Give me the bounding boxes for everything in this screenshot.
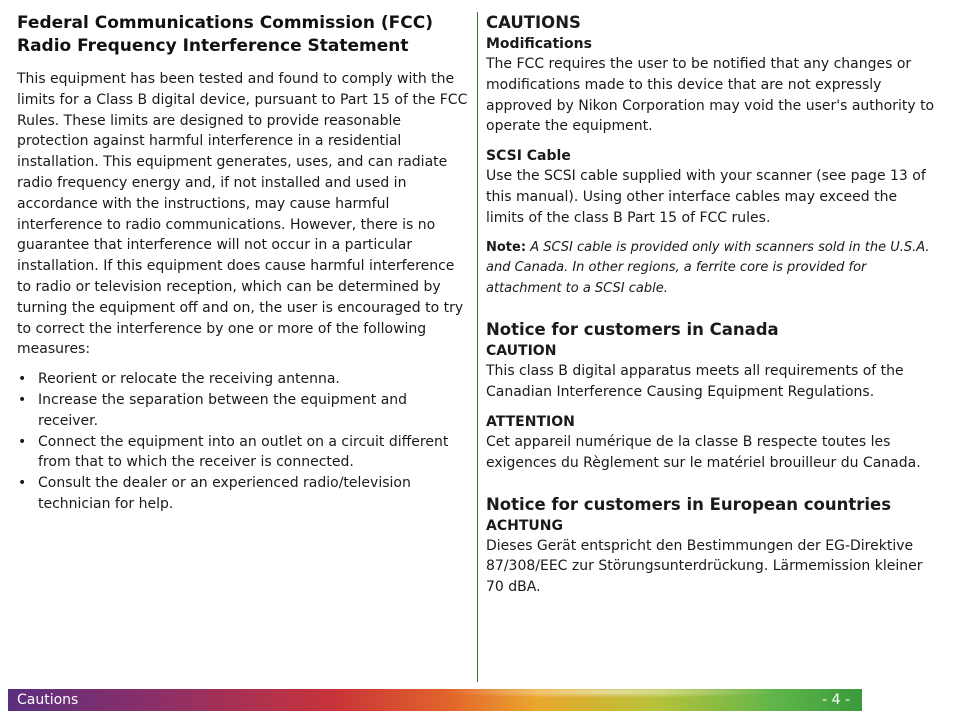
europe-heading: Notice for customers in European countries [486, 494, 892, 514]
modifications-heading: Modifications [486, 36, 592, 52]
fcc-title [17, 12, 469, 58]
footer-swoosh-decoration [440, 686, 780, 698]
scsi-cable-text: Use the SCSI cable supplied with your scanner (see page 13 of this manual). Using other interface cables may exceed the limits of the class B Part 15 of FCC rules. [486, 168, 926, 226]
fcc-title-line1: Federal Communications Commission (FCC) [17, 13, 433, 33]
scsi-note [486, 238, 938, 300]
list-item: • Connect the equipment into an outlet on a circuit different from that to which the receiver is connected. [17, 432, 469, 474]
cautions-column [486, 12, 938, 598]
canada-attention-heading: ATTENTION [486, 413, 575, 430]
scsi-cable-heading: SCSI Cable [486, 148, 571, 165]
fcc-title-line2: Radio Frequency Interference Statement [17, 36, 409, 56]
footer-section-label: Cautions [17, 692, 79, 708]
list-item: • Consult the dealer or an experienced radio/television technician for help. [17, 473, 469, 515]
note-label: Note: [486, 239, 527, 255]
footer-page-number: - 4 - [822, 692, 850, 708]
canada-heading: Notice for customers in Canada [486, 320, 779, 340]
canada-caution-heading: CAUTION [486, 343, 557, 360]
cautions-heading: CAUTIONS [486, 13, 581, 32]
fcc-paragraph: This equipment has been tested and found to comply with the limits for a Class B digital device, pursuant to Part 15 of the FCC Rules. These limits are designed to provide reasonable protection against harmful interference in a residential installation. This equipment generates, uses, and can radiate radio frequency energy and, if not installed and used in accordance with the instructions, may cause harmful interference to radio communications. However, there is no guarantee that interference will not occur in a particular installation. If this equipment does cause harmful interference to radio or television reception, which can be determined by turning the equipment off and on, the user is encouraged to try to correct the interference by one or more of the following measures: [17, 71, 468, 358]
list-item: • Reorient or relocate the receiving antenna. [17, 369, 469, 390]
modifications-text: The FCC requires the user to be notified that any changes or modifications made to this device that are not expressly approved by Nikon Corporation may void the user's authority to operate the equipment. [486, 56, 935, 135]
list-item: • Increase the separation between the equipment and receiver. [17, 390, 469, 432]
europe-achtung-text: Dieses Gerät entspricht den Bestimmungen der EG-Direktive 87/308/EEC zur Störungsunterdrückung. Lärmemission kleiner 70 dBA. [486, 537, 923, 596]
fcc-column [17, 12, 469, 515]
note-text: A SCSI cable is provided only with scanners sold in the U.S.A. and Canada. In other regions, a ferrite core is provided for attachment to a SCSI cable. [486, 239, 930, 296]
fcc-measures-list [17, 369, 469, 515]
column-divider [477, 12, 478, 682]
europe-achtung-heading: ACHTUNG [486, 517, 563, 534]
canada-attention-text: Cet appareil numérique de la classe B respecte toutes les exigences du Règlement sur le matériel brouilleur du Canada. [486, 433, 921, 471]
canada-caution-text: This class B digital apparatus meets all requirements of the Canadian Interference Causing Equipment Regulations. [486, 363, 904, 401]
